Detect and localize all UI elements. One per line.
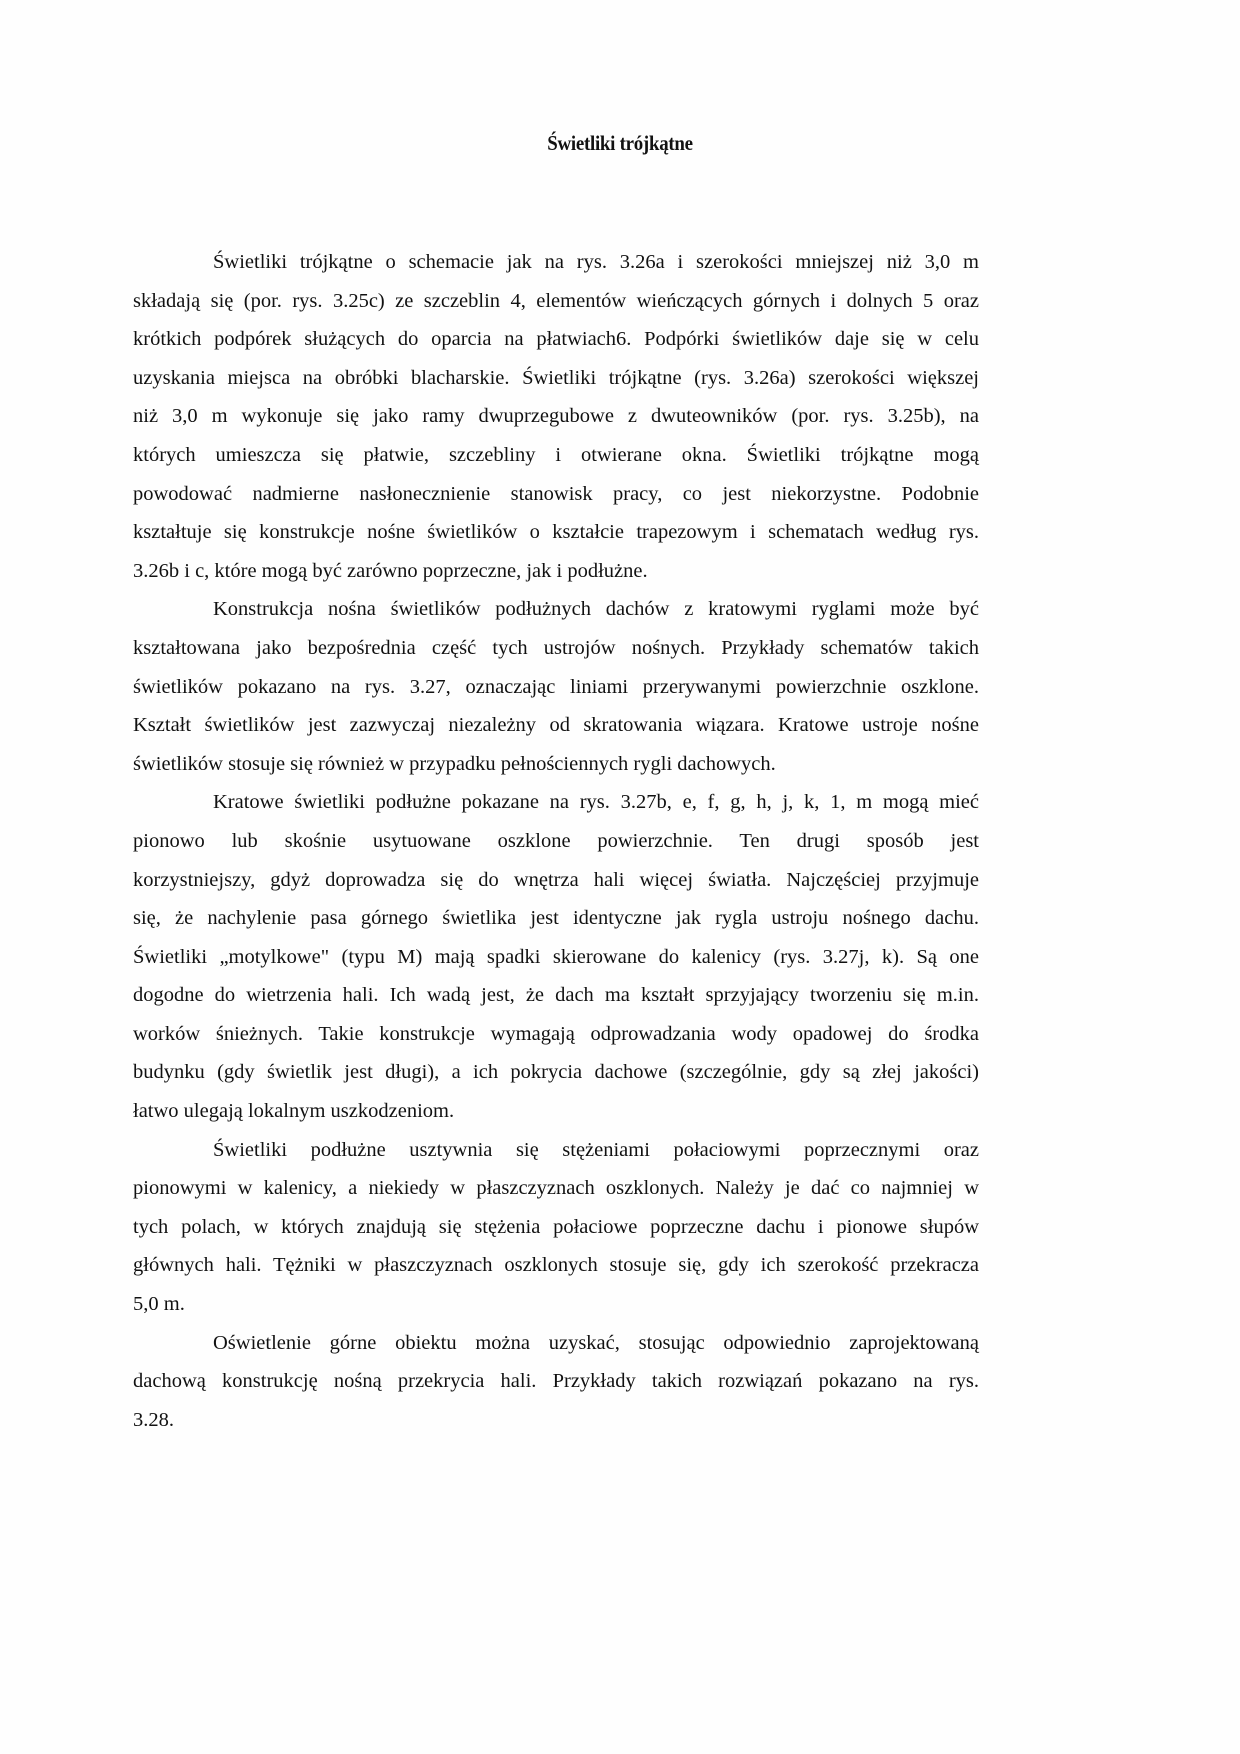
text-line: kształtuje się konstrukcje nośne świetlików o kształcie trapezowym i schematach według rys. — [133, 521, 979, 544]
document-body — [133, 243, 979, 1439]
text-line: kształtowana jako bezpośrednia część tych ustrojów nośnych. Przykłady schematów takich — [133, 636, 979, 659]
text-line: Świetliki trójkątne o schemacie jak na rys. 3.26a i szerokości mniejszej niż 3,0 m — [213, 251, 979, 273]
text-line: dogodne do wietrzenia hali. Ich wadą jest, że dach ma kształt sprzyjający tworzeniu się m.in. — [133, 984, 979, 1007]
text-line: 3.28. — [133, 1408, 174, 1431]
text-line: głównych hali. Tężniki w płaszczyznach oszklonych stosuje się, gdy ich szerokość przekracza — [133, 1254, 979, 1277]
text-line: krótkich podpórek służących do oparcia na płatwiach6. Podpórki świetlików daje się w celu — [133, 328, 979, 351]
text-line: się, że nachylenie pasa górnego świetlika jest identyczne jak rygla ustroju nośnego dachu. — [133, 907, 979, 930]
text-line: uzyskania miejsca na obróbki blacharskie. Świetliki trójkątne (rys. 3.26a) szerokości większej — [133, 366, 979, 389]
text-line: świetlików stosuje się również w przypadku pełnościennych rygli dachowych. — [133, 752, 776, 775]
text-line: Konstrukcja nośna świetlików podłużnych dachów z kratowymi ryglami może być — [213, 598, 979, 621]
text-line: świetlików pokazano na rys. 3.27, oznaczając liniami przerywanymi powierzchnie oszklone. — [133, 675, 979, 698]
text-line: Świetliki podłużne usztywnia się stężeniami połaciowymi poprzecznymi oraz — [213, 1138, 979, 1161]
text-line: składają się (por. rys. 3.25c) ze szczeblin 4, elementów wieńczących górnych i dolnych 5 oraz — [133, 289, 979, 312]
paragraph-4 — [133, 1131, 979, 1324]
text-line: dachową konstrukcję nośną przekrycia hali. Przykłady takich rozwiązań pokazano na rys. — [133, 1370, 979, 1393]
paragraph-5 — [133, 1324, 979, 1440]
text-line: Kratowe świetliki podłużne pokazane na rys. 3.27b, e, f, g, h, j, k, 1, m mogą mieć — [213, 791, 979, 814]
text-line: pionowo lub skośnie usytuowane oszklone powierzchnie. Ten drugi sposób jest — [133, 829, 979, 852]
text-line: powodować nadmierne nasłonecznienie stanowisk pracy, co jest niekorzystne. Podobnie — [133, 482, 979, 505]
text-line: Świetliki „motylkowe" (typu M) mają spadki skierowane do kalenicy (rys. 3.27j, k). Są one — [133, 945, 979, 968]
text-line: worków śnieżnych. Takie konstrukcje wymagają odprowadzania wody opadowej do środka — [133, 1022, 979, 1045]
paragraph-1 — [133, 243, 979, 590]
text-line: 5,0 m. — [133, 1293, 185, 1316]
text-line: Kształt świetlików jest zazwyczaj niezależny od skratowania wiązara. Kratowe ustroje nośne — [133, 714, 979, 737]
text-line: budynku (gdy świetlik jest długi), a ich pokrycia dachowe (szczególnie, gdy są złej jakości) — [133, 1061, 979, 1084]
paragraph-3 — [133, 783, 979, 1130]
text-line: korzystniejszy, gdyż doprowadza się do wnętrza hali więcej światła. Najczęściej przyjmuje — [133, 868, 979, 891]
paragraph-2 — [133, 590, 979, 783]
text-line: niż 3,0 m wykonuje się jako ramy dwuprzegubowe z dwuteowników (por. rys. 3.25b), na — [133, 405, 979, 428]
text-line: pionowymi w kalenicy, a niekiedy w płaszczyznach oszklonych. Należy je dać co najmniej w — [133, 1177, 979, 1200]
text-line: 3.26b i c, które mogą być zarówno poprzeczne, jak i podłużne. — [133, 559, 648, 582]
text-line: łatwo ulegają lokalnym uszkodzeniom. — [133, 1100, 455, 1123]
text-line: których umieszcza się płatwie, szczebliny i otwierane okna. Świetliki trójkątne mogą — [133, 443, 979, 466]
page-title: Świetliki trójkątne — [547, 131, 693, 155]
text-line: tych polach, w których znajdują się stężenia połaciowe poprzeczne dachu i pionowe słupów — [133, 1215, 979, 1238]
text-line: Oświetlenie górne obiektu można uzyskać, stosując odpowiednio zaprojektowaną — [213, 1331, 979, 1354]
